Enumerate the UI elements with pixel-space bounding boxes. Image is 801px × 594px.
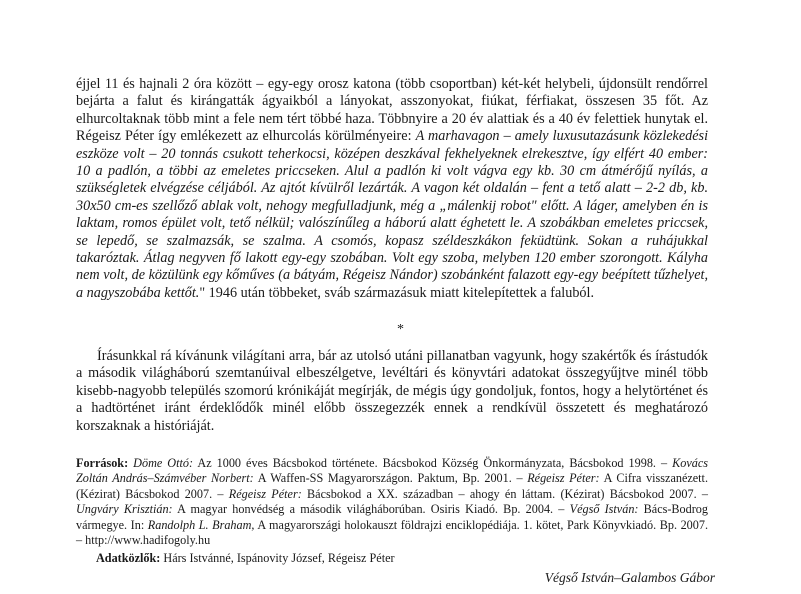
source-title: Bácsbokod a XX. században – ahogy én láttam. (Kézirat) Bácsbokod 2007. – <box>301 486 709 501</box>
sources-block <box>76 456 708 548</box>
body-paragraph-1 <box>76 76 708 302</box>
source-author: Ungváry Krisztián: <box>76 502 173 517</box>
paragraph-text <box>76 76 708 302</box>
article-author: Végső István–Galambos Gábor <box>544 570 715 585</box>
body-paragraph-2 <box>76 348 708 435</box>
source-title: A Waffen-SS Magyarországon. Paktum, Bp. 2001. – <box>253 471 528 486</box>
contributors-label: Adatközlők: <box>96 551 161 565</box>
source-author: Régeisz Péter: <box>228 486 302 501</box>
source-author: Randolph L. Braham, <box>147 517 255 532</box>
paragraph-text: Írásunkkal rá kívánunk világítani arra, bár az utolsó utáni pillanatban vagyunk, hogy szakértők és írástudók a második világháború szemtanúival elbeszélgetve, levéltári és könyvtári adatokat összegyűjtve minél több kisebb-nagyobb település szomorú krónikáját megírják, de mégis úgy gondoljuk, fontos, hogy a helytörténet és a hadtörténet iránt érdeklődők minél előbb összegezzék ennek a rendkívül összetett és meghatározó korszaknak a históriáját. <box>76 348 708 434</box>
source-author: Kovács Zoltán András–Számvéber Norbert: <box>76 456 709 486</box>
source-title: Az 1000 éves Bácsbokod története. Bácsbokod Község Önkormányzata, Bácsbokod 1998. – <box>193 456 673 470</box>
contributors-names: Hárs Istvánné, Ispánovity József, Régeisz Péter <box>160 551 395 565</box>
paragraph-plain: éjjel 11 és hajnali 2 óra között – egy-egy orosz katona (több csoportban) két-két helybeli, újdonsült rendőrrel bejárta a falut és kirángatták ágyaikból a lányokat, asszonyokat, fiúkat, férfiakat, összesen 35 főt. Az elhurcoltaknak több mint a fele nem tért többé haza. Többnyire a 20 év alattiak és a 40 év felettiek hunytak el. Régeisz Péter így emlékezett az elhurcolás körülményeire: <box>76 76 708 145</box>
sources-text <box>76 456 708 548</box>
section-separator: * <box>397 322 404 337</box>
source-author: Végső István: <box>569 502 639 517</box>
paragraph-tail: " 1946 után többeket, sváb származásuk miatt kitelepítettek a faluból. <box>199 284 594 301</box>
source-author: Régeisz Péter: <box>527 471 600 486</box>
sources-label: Források: <box>76 456 129 470</box>
source-title: A Cifra visszanézett. (Kézirat) Bácsbokod 2007. – <box>76 471 708 501</box>
source-title: A magyarországi holokauszt földrajzi enciklopédiája. 1. kötet, Park Könyvkiadó. Bp. 2007. – http://www.hadifogoly.hu <box>76 517 708 548</box>
quote-italic: A marhavagon – amely luxusutazásunk közlekedési eszköze volt – 20 tonnás csukott teherkocsi, középen deszkával fekhelyeknek elrekesztve, így elfért 40 ember: 10 a padlón, a többi az emeletes priccseken. Alul a padlón ki volt vágva egy kb. 30 cm átmérőjű nyílás, a szükségletek elvégzése céljából. Az ajtót kívülről lezárták. A vagon két oldalán – fent a tető alatt – 2-2 db, kb. 30x50 cm-es szellőző ablak volt, nehogy megfulladjunk, még a „málenkij robot" előtt. A láger, amelyben én is laktam, romos épület volt, tető nélkül; valószínűleg a háború alatt éghetett le. A szobákban emeletes priccsek, se lepedő, se szalmazsák, se szalma. A csomós, kopasz széldeszkákon feküdtünk. Sokan a ruhájukkal takaróztak. Átlag negyven fő lakott egy-egy szobában. Volt egy szoba, melyben 120 ember szorongott. Kályha nem volt, de közülünk egy kőműves (a bátyám, Régeisz Nándor) szobánként falazott egy-egy beépített tűzhelyet, a nagyszobába kettőt. <box>76 128 709 301</box>
contributors-line <box>96 551 395 566</box>
source-title: A magyar honvédség a második világháborúban. Osiris Kiadó. Bp. 2004. – <box>172 502 570 517</box>
source-title: Bács-Bodrog vármegye. In: <box>76 502 708 532</box>
source-author: Döme Ottó: <box>133 456 194 470</box>
